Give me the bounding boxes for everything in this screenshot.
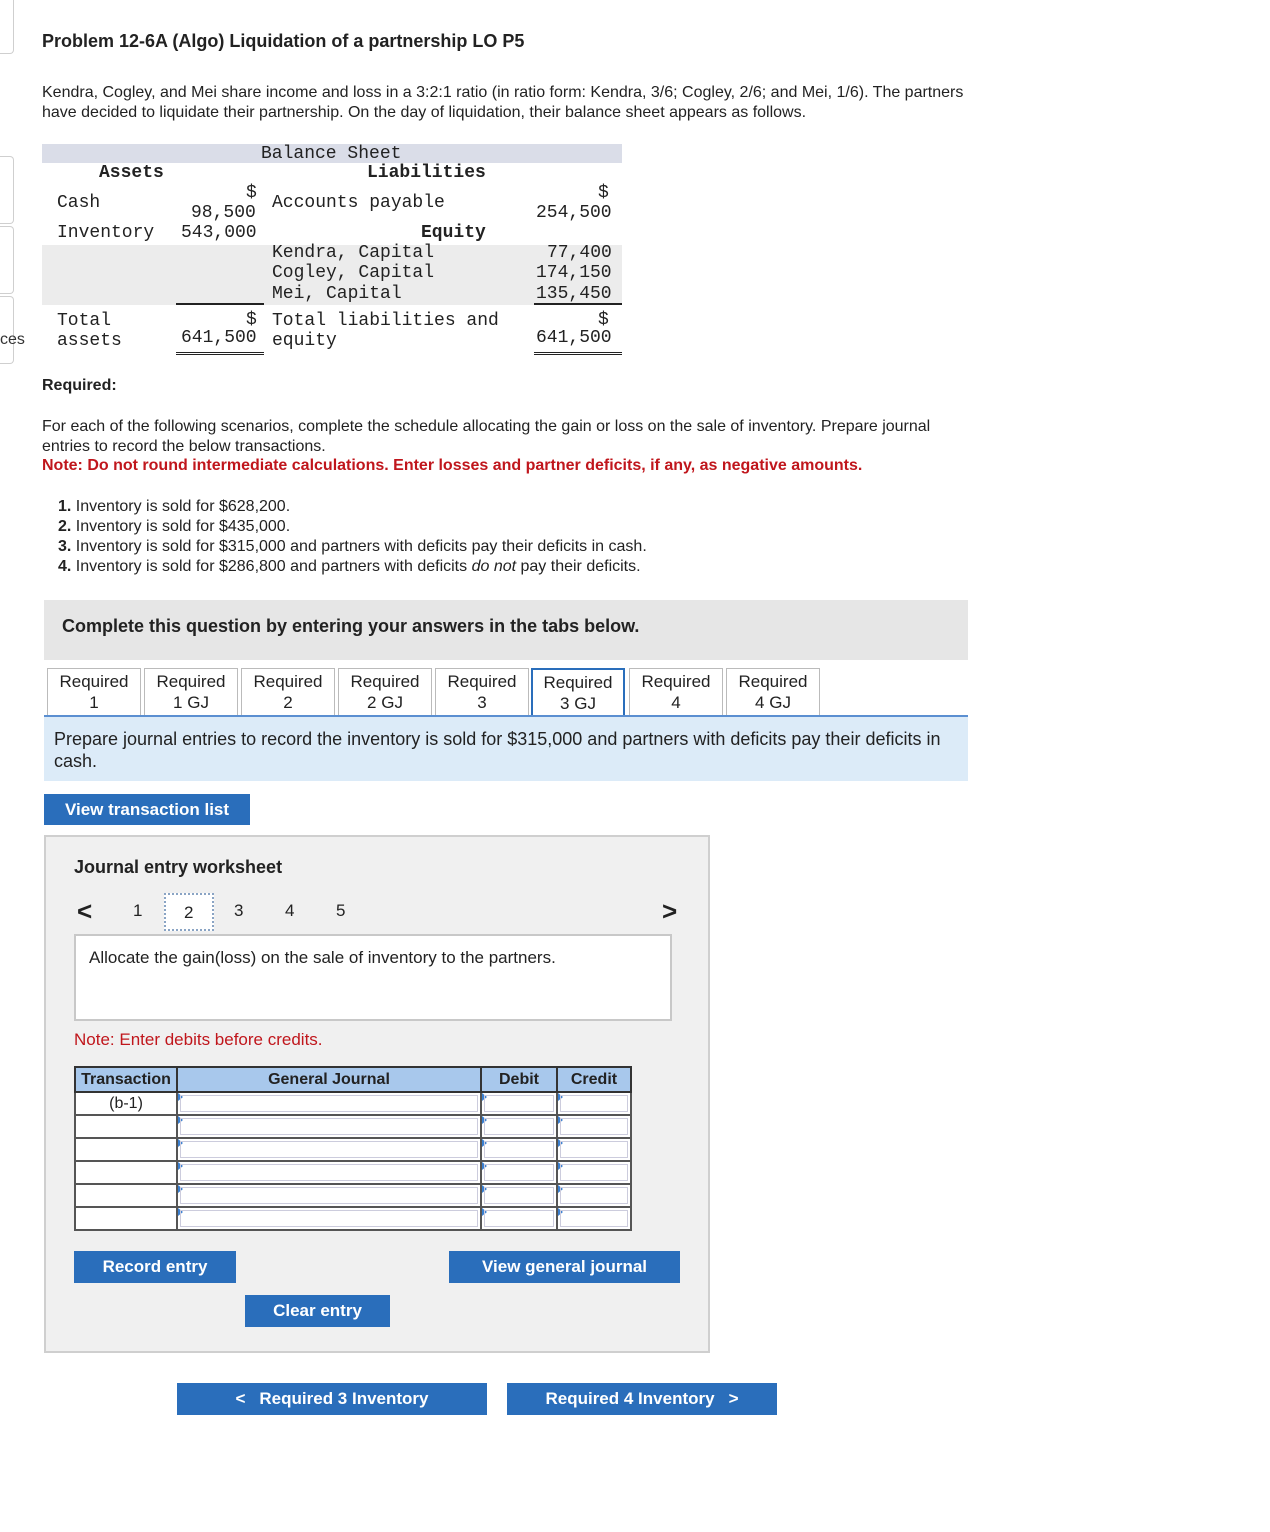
problem-intro: Kendra, Cogley, and Mei share income and loss in a 3:2:1 ratio (in ratio form: Kendra, 3/6; Cogley, 2/6; and Mei, 1/6). The partners have decided to liquidate their partnership. On the day of liquidation, their balance sheet appears as follows. [42,84,964,121]
next-tab-label: Required 4 Inventory [545,1389,715,1408]
cash-currency: $ [246,183,257,203]
tab-required-2-gj[interactable]: Required 2 GJ [338,668,432,716]
tab-required-2[interactable]: Required 2 [241,668,335,716]
account-select[interactable] [177,1115,481,1138]
entry-description: Allocate the gain(loss) on the sale of inventory to the partners. [89,948,556,967]
total-le-label-1: Total liabilities and [272,311,499,331]
col-credit: Credit [557,1067,631,1092]
table-row [75,1092,631,1115]
inventory-value: 543,000 [181,223,257,243]
assets-subtotal-rule [176,303,264,305]
accounts-payable-value: 254,500 [536,203,612,223]
complete-banner-text: Complete this question by entering your answers in the tabs below. [62,616,640,636]
prev-tab-button[interactable] [177,1383,487,1415]
debit-input[interactable] [481,1207,557,1230]
view-general-journal-button[interactable]: View general journal [449,1251,680,1283]
left-panel-tab[interactable] [0,226,14,294]
left-panel-tab[interactable] [0,156,14,224]
credit-input[interactable] [557,1138,631,1161]
debit-input[interactable] [481,1138,557,1161]
total-assets-label-1: Total [57,311,112,331]
general-journal-table [74,1066,632,1231]
transaction-cell [75,1115,177,1138]
transaction-cell [75,1138,177,1161]
next-page-icon[interactable]: > [662,896,678,926]
total-le-value: 641,500 [536,328,612,348]
credit-input[interactable] [557,1115,631,1138]
ap-currency: $ [598,183,609,203]
credit-input[interactable] [557,1092,631,1115]
debit-input[interactable] [481,1115,557,1138]
debit-input[interactable] [481,1161,557,1184]
col-debit: Debit [481,1067,557,1092]
col-general-journal: General Journal [177,1067,481,1092]
worksheet-title: Journal entry worksheet [74,857,283,877]
required-note: Note: Do not round intermediate calculations. Enter losses and partner deficits, if any, as negative amounts. [42,457,863,474]
tab-required-3-gj[interactable]: Required 3 GJ [531,668,625,718]
table-row [75,1138,631,1161]
total-assets-currency: $ [246,310,257,330]
assets-total-rule [176,352,264,355]
col-transaction: Transaction [75,1067,177,1092]
table-row [75,1115,631,1138]
total-assets-value: 641,500 [181,328,257,348]
total-assets-label-2: assets [57,331,122,351]
page-1[interactable]: 1 [133,901,143,920]
cogley-capital-value: 174,150 [536,263,612,283]
scenario-item: 2. Inventory is sold for $435,000. [58,518,291,535]
balance-sheet-title: Balance Sheet [261,144,402,164]
kendra-capital-value: 77,400 [547,243,612,263]
credit-input[interactable] [557,1161,631,1184]
cash-value: 98,500 [191,203,256,223]
transaction-cell [75,1161,177,1184]
required-instructions: For each of the following scenarios, complete the schedule allocating the gain or loss on the sale of inventory. Prepare journal entries to record the below transactions. [42,418,931,455]
total-le-label-2: equity [272,331,337,351]
problem-title: Problem 12-6A (Algo) Liquidation of a partnership LO P5 [42,31,525,51]
scenario-item: 4. Inventory is sold for $286,800 and partners with deficits do not pay their deficits. [58,558,641,575]
debit-input[interactable] [481,1092,557,1115]
debit-input[interactable] [481,1184,557,1207]
page-4[interactable]: 4 [285,901,295,920]
tab-required-4[interactable]: Required 4 [629,668,723,716]
cogley-capital-label: Cogley, Capital [272,263,435,283]
scenario-item: 3. Inventory is sold for $315,000 and partners with deficits pay their deficits in cash. [58,538,647,555]
left-panel-tab[interactable] [0,296,14,364]
transaction-cell [75,1207,177,1230]
next-tab-button[interactable] [507,1383,777,1415]
kendra-capital-label: Kendra, Capital [272,243,435,263]
credit-input[interactable] [557,1184,631,1207]
prev-tab-label: Required 3 Inventory [259,1389,429,1408]
scenario-item: 1. Inventory is sold for $628,200. [58,498,291,515]
page-2-current[interactable]: 2 [164,893,214,931]
account-select[interactable] [177,1092,481,1115]
table-row [75,1161,631,1184]
transaction-cell: (b-1) [75,1092,177,1115]
chevron-left-icon: < [235,1389,246,1408]
left-panel-tab[interactable] [0,0,14,54]
tab-required-3[interactable]: Required 3 [435,668,529,716]
account-select[interactable] [177,1161,481,1184]
equity-header: Equity [421,223,486,243]
mei-capital-value: 135,450 [536,284,612,304]
page-5[interactable]: 5 [336,901,346,920]
chevron-right-icon: > [728,1389,739,1408]
account-select[interactable] [177,1184,481,1207]
clear-entry-button[interactable]: Clear entry [245,1295,390,1327]
view-transaction-list-button[interactable]: View transaction list [44,794,250,825]
accounts-payable-label: Accounts payable [272,193,445,213]
tab-required-1-gj[interactable]: Required 1 GJ [144,668,238,716]
cash-label: Cash [57,193,101,213]
left-edge-label: ces [0,331,25,348]
table-row [75,1184,631,1207]
account-select[interactable] [177,1207,481,1230]
transaction-cell [75,1184,177,1207]
account-select[interactable] [177,1138,481,1161]
mei-capital-label: Mei, Capital [272,284,402,304]
tab-instruction-text: Prepare journal entries to record the inventory is sold for $315,000 and partners with deficits pay their deficits in cash. [54,729,941,771]
balance-sheet [42,144,622,359]
total-le-currency: $ [598,310,609,330]
required-heading: Required: [42,377,117,394]
credit-input[interactable] [557,1207,631,1230]
equity-subtotal-rule [534,303,622,305]
tab-required-4-gj[interactable]: Required 4 GJ [726,668,820,716]
liabilities-header: Liabilities [367,163,486,183]
assets-header: Assets [99,163,164,183]
scenario-list [58,497,647,577]
prev-page-icon[interactable]: < [77,896,93,926]
worksheet-note: Note: Enter debits before credits. [74,1030,323,1049]
inventory-label: Inventory [57,223,155,243]
le-total-rule [534,352,622,355]
table-row [75,1207,631,1230]
record-entry-button[interactable]: Record entry [74,1251,236,1283]
tab-required-1[interactable]: Required 1 [47,668,141,716]
page-3[interactable]: 3 [234,901,244,920]
